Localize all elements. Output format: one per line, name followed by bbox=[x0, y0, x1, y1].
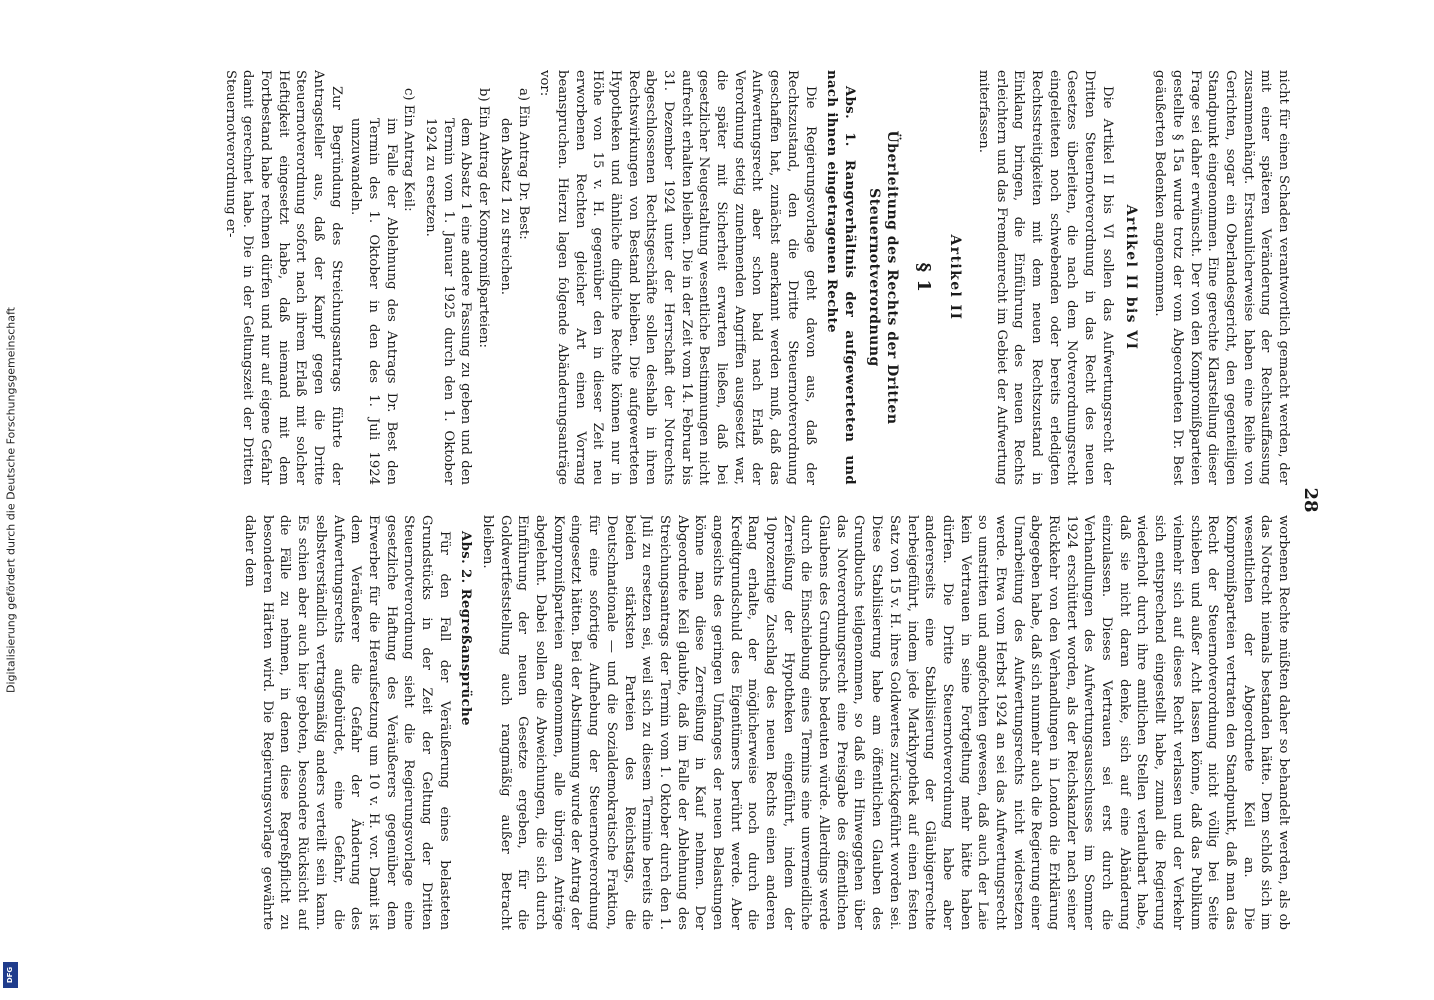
digitization-credit: Digitalisierung gefördert durch die Deutsche Forschungsgemeinschaft bbox=[4, 307, 18, 693]
section-heading: Artikel II bis VI bbox=[1123, 204, 1140, 351]
motion-text: dem Absatz 1 eine andere Fassung zu geben und den Termin vom 1. Januar 1925 durch den 1. Oktober 1924 zu ersetzen. bbox=[423, 118, 474, 485]
section-title: Überleitung des Rechts der Dritten Steuernotverordnung bbox=[865, 130, 901, 425]
credit-strip bbox=[0, 0, 22, 1000]
motion-text: im Falle der Ablehnung des Antrags Dr. Best den Termin des 1. Oktober in den des 1. Juli 1924 umzuwandeln. bbox=[348, 118, 399, 485]
motion-label: b) Ein Antrag der Kompromißparteien: bbox=[476, 88, 492, 348]
left-column bbox=[142, 70, 1292, 485]
motion-item-b bbox=[421, 88, 492, 485]
motion-item-a bbox=[496, 88, 531, 485]
motion-text: den Absatz 1 zu streichen. bbox=[497, 118, 513, 295]
motion-item-c bbox=[347, 88, 418, 485]
paragraph: Die Regierungsvorlage geht davon aus, daß der Rechtszustand, den die Dritte Steuernotverordnung geschaffen hat, zunächst anerkannt werden muß, daß das Aufwertungsrecht aber schon bald nach Erlaß der Verordnung stetig zunehmenden Angriffen ausgesetzt war, die später mit Sicherheit erwarten ließen, daß bei gesetzlicher Neugestaltung wesentliche Bestimmungen nicht aufrecht erhalten bleiben. Die in der Zeit vom 14. Februar bis 31. Dezember 1924 unter der Herrschaft der Notrechts abgeschlossenen Rechtsgeschäfte sollen deshalb in ihren Rechtswirkungen von Bestand bleiben. Die aufgewerteten Hypotheken und ähnliche dingliche Rechte können nur in Höhe von 15 v. H. gegenüber den in dieser Zeit neu erworbenen Rechten gleicher Art einen Vorrang beanspruchen. Hierzu lagen folgende Abänderungsanträge vor: bbox=[537, 70, 818, 485]
article-heading: Artikel II bbox=[947, 234, 964, 321]
motion-label: a) Ein Antrag Dr. Best: bbox=[515, 88, 531, 240]
motion-label: c) Ein Antrag Keil: bbox=[401, 88, 417, 212]
paragraph: worbenen Rechte müßten daher so behandelt werden, als ob das Notrecht niemals bestanden hätte. Dem schloß sich im wesentlichen der Abgeordnete Keil an. Die Kompromißparteien vertraten den Standpunkt, daß man das Recht der Steuernotverordnung nicht völlig bei Seite schieben und außer Acht lassen könne, daß das Publikum vielmehr sich auf dieses Recht verlassen und der Verkehr sich entsprechend eingestellt habe, zumal die Regierung wiederholt durch ihre amtlichen Stellen verlautbart habe, daß sie nicht daran denke, sich auf eine Abänderung einzulassen. Dieses Vertrauen sei erst durch die Verhandlungen des Aufwertungsausschusses im Sommer 1924 erschüttert worden, als der Reichskanzler nach seiner Rückkehr von den Verhandlungen in London die Erklärung abgegeben habe, daß sich nunmehr auch die Regierung einer Umarbeitung des Aufwertungsrechts nicht widersetzen werde. Etwa vom Herbst 1924 an sei das Aufwertungsrecht so umstritten und angefochten gewesen, daß auch der Laie kein Vertrauen in seine Fortgeltung mehr hätte haben dürfen. Die Dritte Steuernotverordnung habe aber andererseits eine Stabilisierung der Gläubigerrechte herbeigeführt, indem jede Markhypothek auf einen festen Satz von 15 v. H. ihres Goldwertes zurückgeführt worden sei. Diese Stabilisierung habe am öffentlichen Glauben des Grundbuchs teilgenommen, so daß ein Hinweggehen über das Notverordnungsrecht eine Preisgabe des öffentlichen Glaubens des Grundbuchs bedeuten würde. Allerdings werde durch die Einschiebung eines Termins eine unvermeidliche Zerreißung der Hypotheken eingeführt, indem der 10prozentige Zuschlag des neuen Rechts einen anderen Rang erhalte, der möglicherweise noch durch die Kreditgrundschuld des Eigentümers berührt werde. Aber angesichts des geringen Umfanges der neuen Belastungen könne man diese Zerreißung in Kauf nehmen. Der Abgeordnete Keil glaubte, daß im Falle der Ablehnung des Streichungsantrags der Termin vom 1. Oktober durch den 1. Juli zu ersetzen sei, weil sich zu diesem Termine bereits die beiden stärksten Parteien des Reichstags, die Deutschnationale — und die Sozialdemokratische Fraktion, für eine sofortige Aufhebung der Steuernotverordnung eingesetzt hätten. Bei der Abstimmung wurde der Antrag der Kompromißparteien angenommen, alle übrigen Anträge abgelehnt. Dabei sollen die Abweichungen, die sich durch Einführung der neuen Gesetze ergeben, für die Goldwertfeststellung auch rangmäßig außer Betracht bleiben. bbox=[480, 515, 1291, 930]
paragraph: Zur Begründung des Streichungsantrags führte der Antragsteller aus, daß der Kampf gegen die Dritte Steuernotverordnung sofort nach ihrem Erlaß mit solcher Heftigkeit eingesetzt habe, daß niemand mit dem Fortbestand habe rechnen dürfen und nur auf eigene Gefahr damit gerechnet habe. Die in der Geltungszeit der Dritten Steuernotverordnung er- bbox=[222, 70, 344, 485]
paragraph-symbol-heading: § 1 bbox=[913, 262, 935, 293]
subsection-heading: Abs. 2. Regreßansprüche bbox=[458, 531, 474, 726]
right-column bbox=[142, 515, 1292, 930]
subsection-heading: Abs. 1. Rangverhältnis der aufgewerteten und nach ihnen eingetragenen Rechte bbox=[824, 70, 857, 485]
paragraph: nicht für einen Schaden verantwortlich gemacht werden, der mit einer späteren Veränderung der Rechtsauffassung zusammenhängt. Erstaunlicherweise haben eine Reihe von Gerichten, sogar ein Oberlandesgericht, den gegenteiligen Standpunkt eingenommen. Eine gerechte Klarstellung dieser Frage sei daher erwünscht. Der von den Kompromißparteien gestellte § 15a wurde trotz der vom Abgeordneten Dr. Best geäußerten Bedenken angenommen. bbox=[1152, 70, 1291, 485]
dfg-logo: DFG bbox=[3, 962, 18, 988]
document-page bbox=[97, 30, 1337, 970]
text-columns bbox=[142, 70, 1292, 930]
paragraph: Für den Fall der Veräußerung eines belasteten Grundstücks in der Zeit der Geltung der Dritten Steuernotverordnung sieht die Regierungsvorlage eine gesetzliche Haftung des Veräußerers gegenüber dem Erwerber für die Heraufsetzung um 10 v. H. vor. Damit ist dem Veräußerer die Gefahr der Änderung des Aufwertungsrechts aufgebürdet, eine Gefahr, die selbstverständlich vertragsmäßig anders verteilt sein kann. Es schien aber auch hier geboten, besondere Rücksicht auf die Fälle zu nehmen, in denen diese Regreßpflicht zu besonderen Härten wird. Die Regierungsvorlage gewährte daher dem bbox=[242, 515, 452, 930]
page-number: 28 bbox=[1300, 487, 1321, 513]
paragraph: Die Artikel II bis VI sollen das Aufwertungsrecht der Dritten Steuernotverordnung in das Recht des neuen Gesetzes überleiten, die nach dem Notverordnungsrecht eingeleiteten noch schwebenden oder bereits erledigten Rechtsstreitigkeiten mit dem neuen Rechtszustand in Einklang bringen, die Einführung des neuen Rechts erleichtern und das Fremdenrecht im Gebiet der Aufwertung miterfassen. bbox=[975, 70, 1115, 485]
